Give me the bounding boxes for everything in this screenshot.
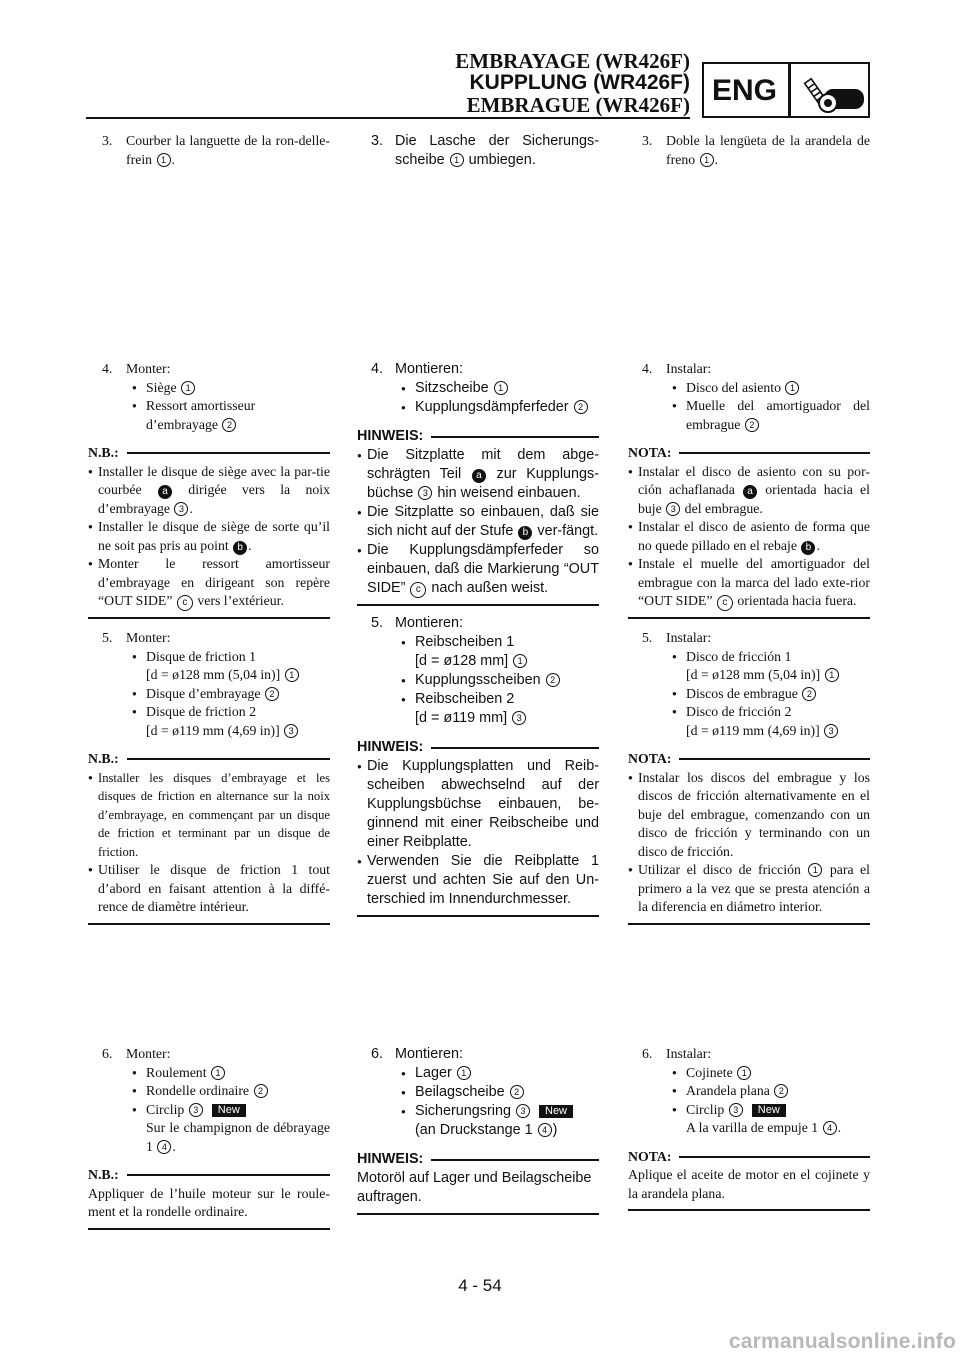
eng-section-badge	[702, 62, 870, 118]
section-title-es: EMBRAGUE (WR426F)	[466, 93, 690, 117]
fr-note-heading: N.B.:	[88, 444, 330, 463]
fr-step-4: 4. Monter: ● Siège 1 ● Ressort amortisseur d’embrayage 2 N.B.: ● Installer le disque de siège avec la par-tie courbée a dirigée vers la noix d’embrayage 3 . ● Installer le disque de siège de sorte qu’il ne soit pas pris au point b . ● Monter le ressort amortisseur d’embrayage en dirigeant son repère “OUT SIDE” c vers l’extérieur. 5. Monter: ● Disque de friction 1 [d = ø128 mm (5,04 in)] 1 ● Disque d’embrayage 2 ● Disque de friction 2 [d = ø119 mm (4,69 in)] 3 N.B.: ● Installer les disques d’embrayage et les disques de friction en alternance sur la noix d’embrayage, en commençant par un disque de friction et terminant par un disque de friction. ● Utiliser le disque de friction 1 tout d’abord en faisant attention à la diffé-rence de diamètre intérieur.	[88, 360, 330, 925]
new-badge: New	[212, 1104, 246, 1117]
es-step-4: 4. Instalar: ● Disco del asiento 1 ● Muelle del amortiguador del embrague 2 NOTA: ● Instalar el disco de asiento con su por-ción achaflanada a orientada hacia el buje 3 del embrague. ● Instalar el disco de asiento de forma que no quede pillado en el rebaje b . ● Instale el muelle del amortiguador del embrague con la marca del lado exte-rior “OUT SIDE” c orientada hacia fuera. 5. Instalar: ● Disco de fricción 1 [d = ø128 mm (5,04 in)] 1 ● Discos de embrague 2 ● Disco de fricción 2 [d = ø119 mm (4,69 in)] 3 NOTA: ● Instalar los discos del embrague y los discos de fricción alternativamente en el buje del embrague, comenzando con un disco de fricción y terminando con un disco de fricción. ● Utilizar el disco de fricción 1 para el primero a la vez que se presta atención a la diferencia en diámetro interior.	[628, 360, 870, 925]
watermark: carmanualsonline.info	[728, 1330, 956, 1353]
engine-wrench-icon	[796, 67, 868, 115]
header-rule	[86, 117, 690, 119]
es-step-6: 6. Instalar: ● Cojinete 1 ● Arandela plana 2 ● Circlip 3 New A la varilla de empuje 1 4 . NOTA: Aplique el aceite de motor en el cojinete y la arandela plana.	[628, 1045, 870, 1211]
de-step-4: 4. Montieren: ● Sitzscheibe 1 ● Kupplungsdämpferfeder 2 HINWEIS: ● Die Sitzplatte mit dem abge-schrägten Teil a zur Kupplungs-büchse 3 hin weisend einbauen. ● Die Sitzplatte so einbauen, daß sie sich nicht auf der Stufe b ver-fängt. ● Die Kupplungsdämpferfeder so einbauen, daß die Markierung “OUT SIDE” c nach außen weist. 5. Montieren: ● Reibscheiben 1 [d = ø128 mm] 1 ● Kupplungsscheiben 2 ● Reibscheiben 2 [d = ø119 mm] 3 HINWEIS: ● Die Kupplungsplatten und Reib-scheiben abwechselnd auf der Kupplungsbüchse einbauen, be-ginnend mit einer Reibscheibe und einer Reibplatte. ● Verwenden Sie die Reibplatte 1 zuerst und achten Sie auf den Un-terschied im Innendurchmesser.	[357, 360, 599, 917]
section-title-de: KUPPLUNG (WR426F)	[469, 71, 690, 94]
new-badge: New	[539, 1105, 573, 1118]
de-step-6: 6. Montieren: ● Lager 1 ● Beilagscheibe 2 ● Sicherungsring 3 New (an Druckstange 1 4 ) HINWEIS: Motoröl auf Lager und Beilagscheibe auftragen.	[357, 1045, 599, 1215]
new-badge: New	[752, 1104, 786, 1117]
es-step-3: 3. Doble la lengüeta de la arandela de freno 1 .	[642, 133, 870, 167]
page-number: 4 - 54	[458, 1276, 502, 1295]
section-title-fr: EMBRAYAGE (WR426F)	[455, 49, 690, 73]
eng-label: ENG	[712, 74, 778, 107]
de-step-3: 3. Die Lasche der Sicherungs-scheibe 1 umbiegen.	[371, 133, 599, 168]
fr-step-6: 6. Monter: ● Roulement 1 ● Rondelle ordinaire 2 ● Circlip 3 New Sur le champignon de débrayage 1 4 . N.B.: Appliquer de l’huile moteur sur le roule-ment et la rondelle ordinaire.	[88, 1045, 330, 1230]
fr-step-3: 3. Courber la languette de la ron-delle-frein 1 .	[102, 133, 330, 167]
